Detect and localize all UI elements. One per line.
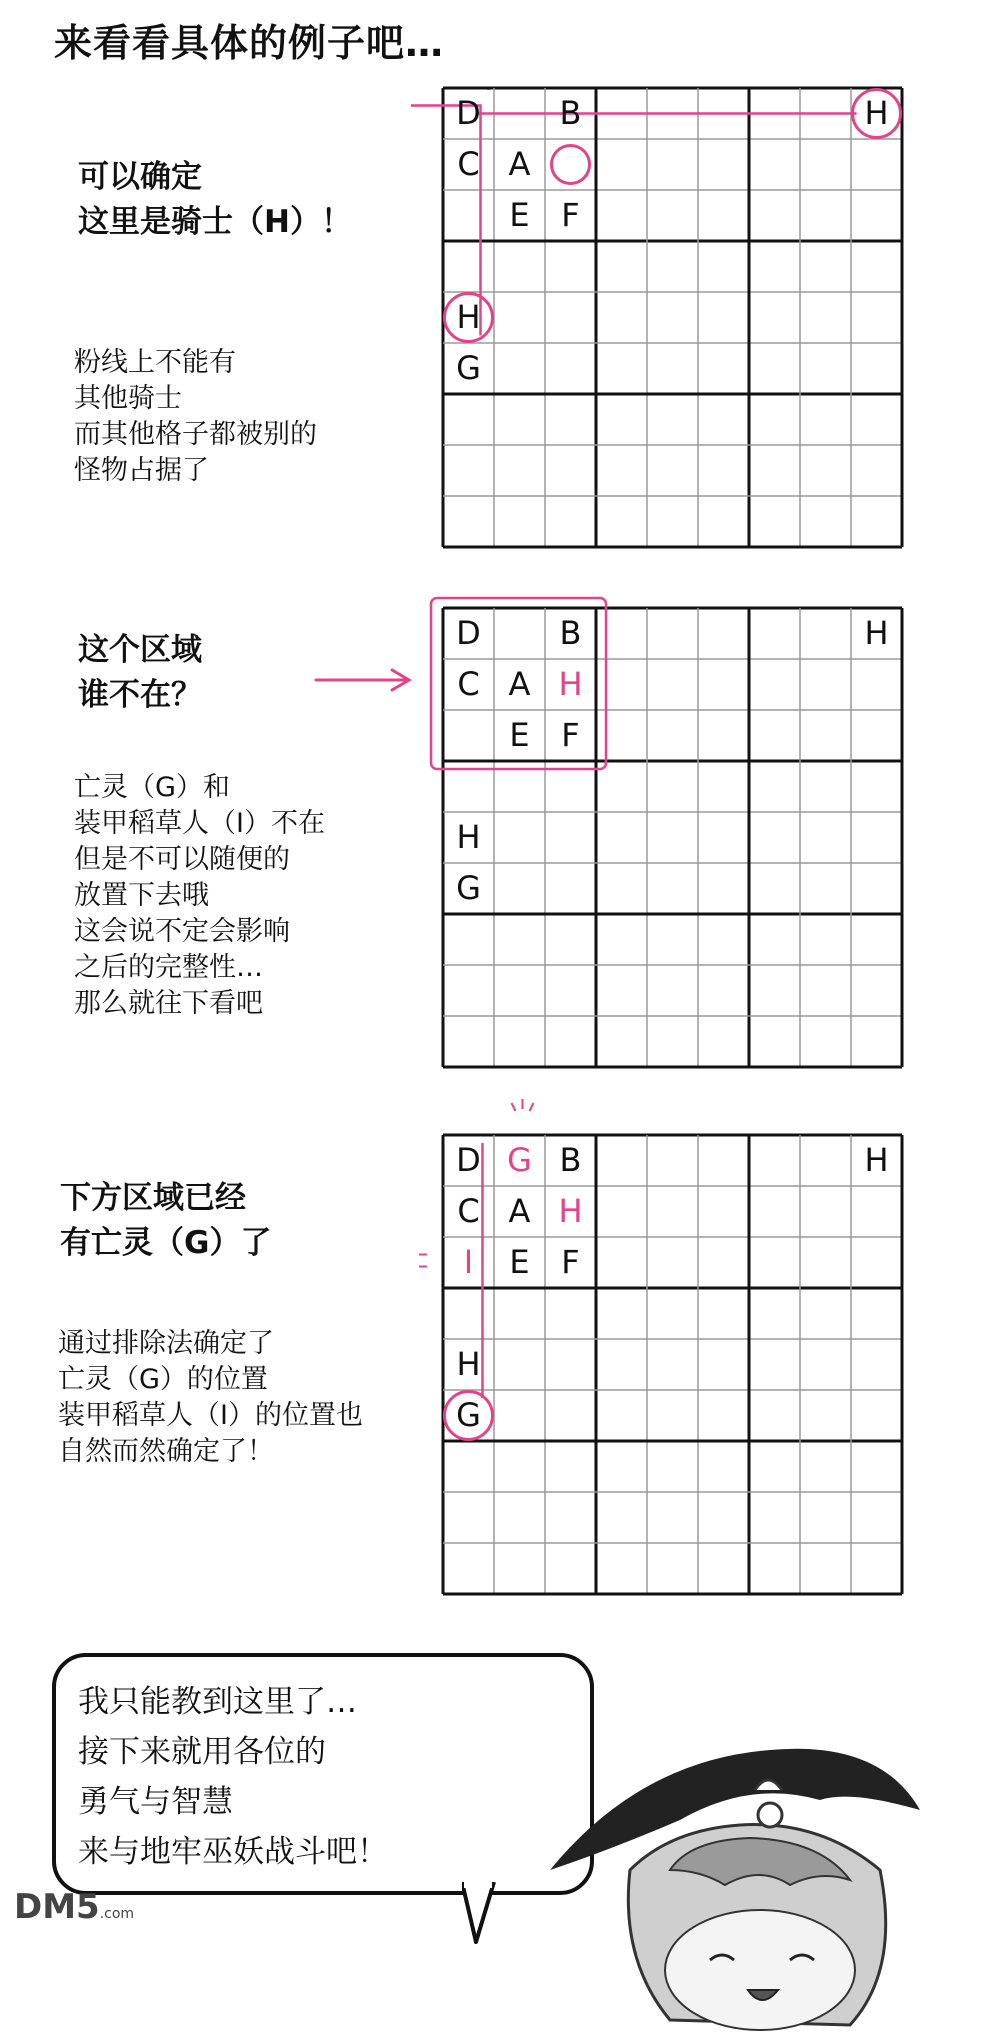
grid-letter: H	[864, 94, 889, 132]
sudoku-grid-panel3	[441, 1133, 901, 1593]
grid-letter: F	[561, 196, 580, 234]
panel3-heading-line: 有亡灵（G）了	[60, 1225, 272, 1261]
grid-letter: A	[508, 1192, 531, 1230]
pointer-arrow	[314, 666, 414, 694]
grid-letter: H	[456, 298, 481, 336]
character-illustration	[520, 1720, 940, 2037]
pink-circle-mark	[552, 146, 590, 184]
panel3-body-line: 自然而然确定了！	[58, 1436, 274, 1467]
panel2-body-line: 亡灵（G）和	[74, 772, 230, 803]
grid-letter: B	[559, 1141, 582, 1179]
panel2-body-line: 之后的完整性…	[74, 952, 263, 983]
grid-letter: H	[558, 1192, 583, 1230]
grid-letter: F	[561, 716, 580, 754]
grid-letter: A	[508, 145, 531, 183]
speech-line: 接下来就用各位的	[78, 1734, 326, 1770]
panel2-body-line: 但是不可以随便的	[74, 844, 290, 875]
emphasis-mark	[530, 1103, 534, 1111]
panel2-body-line: 放置下去哦	[74, 880, 209, 911]
grid-letter: C	[457, 145, 480, 183]
grid-letter: A	[508, 665, 531, 703]
panel1-body-line: 而其他格子都被别的	[74, 419, 317, 450]
speech-bubble-tail	[462, 1882, 502, 1952]
grid-letter: H	[558, 665, 583, 703]
panel2-body	[74, 770, 325, 1022]
grid-letter: D	[456, 614, 481, 652]
panel2-heading-line: 这个区域	[78, 632, 202, 668]
emphasis-mark	[512, 1103, 516, 1111]
grid-letter: E	[509, 1243, 530, 1281]
grid-letter: B	[559, 94, 582, 132]
grid-letter: H	[864, 1141, 889, 1179]
panel3-body-line: 亡灵（G）的位置	[58, 1364, 268, 1395]
speech-line: 来与地牢巫妖战斗吧！	[78, 1834, 388, 1870]
panel3-heading-line: 下方区域已经	[60, 1180, 246, 1216]
grid-letter: F	[561, 1243, 580, 1281]
grid-letter: H	[456, 818, 481, 856]
grid-letter: H	[456, 1345, 481, 1383]
sudoku-grid-panel1	[441, 86, 901, 546]
grid-letter: D	[456, 94, 481, 132]
speech-line: 勇气与智慧	[78, 1784, 233, 1820]
grid-letter: E	[509, 716, 530, 754]
grid-letter: E	[509, 196, 530, 234]
panel1-body-line: 粉线上不能有	[74, 347, 236, 378]
panel2-heading	[78, 628, 202, 718]
grid-letter: G	[456, 869, 481, 907]
sudoku-grid-panel2	[441, 606, 901, 1066]
panel1-body-line: 其他骑士	[74, 383, 182, 414]
grid-letter: G	[456, 349, 481, 387]
site-logo-text: DM5	[14, 1887, 100, 1927]
grid-letter: G	[507, 1141, 532, 1179]
panel3-body-line: 装甲稻草人（I）的位置也	[58, 1400, 363, 1431]
grid-letter: C	[457, 1192, 480, 1230]
panel2-heading-line: 谁不在？	[78, 677, 202, 713]
panel1-heading	[78, 155, 352, 245]
grid-letter: I	[463, 1243, 474, 1281]
panel1-body-line: 怪物占据了	[74, 455, 209, 486]
site-logo-suffix: .com	[99, 1906, 135, 1922]
panel2-body-line: 那么就往下看吧	[74, 988, 263, 1019]
grid-letter: C	[457, 665, 480, 703]
speech-line: 我只能教到这里了…	[78, 1684, 357, 1720]
grid-letter: H	[864, 614, 889, 652]
panel3-body	[58, 1326, 363, 1470]
panel1-body	[74, 345, 317, 489]
panel3-body-line: 通过排除法确定了	[58, 1328, 274, 1359]
grid-letter: D	[456, 1141, 481, 1179]
panel2-body-line: 这会说不定会影响	[74, 916, 290, 947]
panel3-heading	[60, 1176, 271, 1266]
panel2-body-line: 装甲稻草人（I）不在	[74, 808, 325, 839]
speech-text	[78, 1677, 388, 1877]
page-title: 来看看具体的例子吧…	[54, 21, 445, 65]
panel1-heading-line: 可以确定	[78, 159, 202, 195]
site-logo	[14, 1887, 134, 1927]
grid-letter: G	[456, 1396, 481, 1434]
grid-letter: B	[559, 614, 582, 652]
panel1-heading-line: 这里是骑士（H）！	[78, 204, 352, 240]
